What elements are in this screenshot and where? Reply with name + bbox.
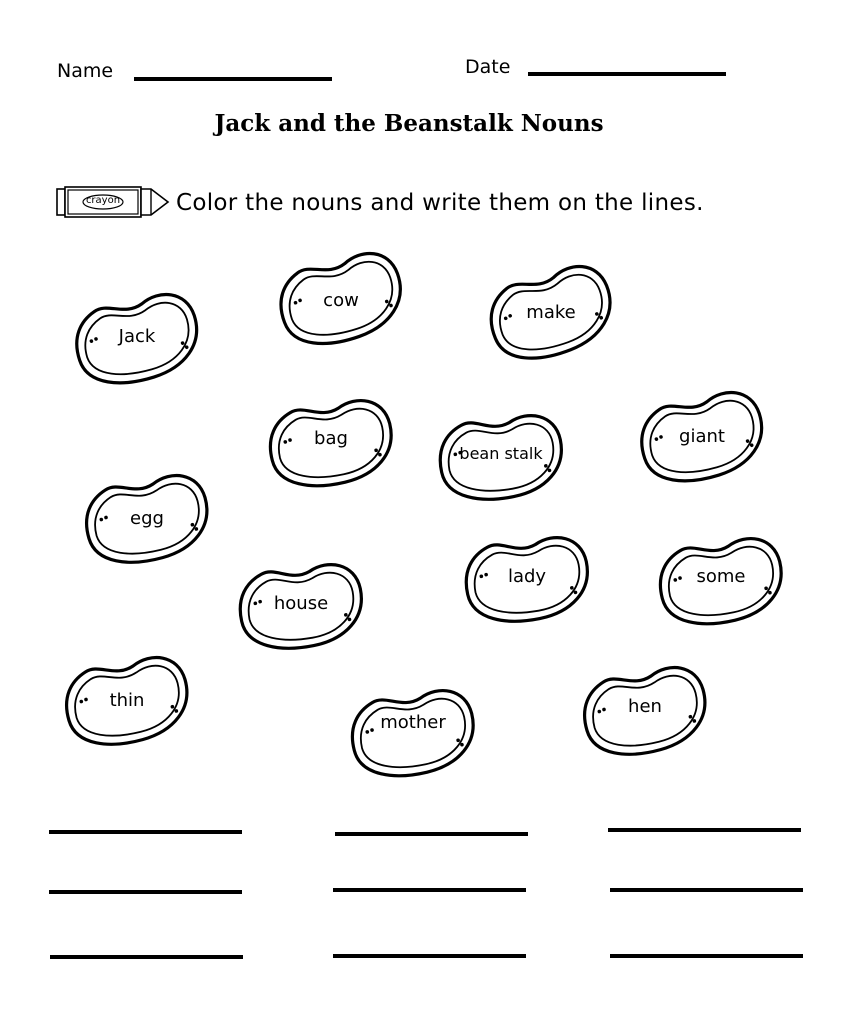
word-bean[interactable] <box>580 660 710 760</box>
bean-word: house <box>273 593 329 614</box>
answer-line[interactable] <box>49 830 242 834</box>
answer-line[interactable] <box>333 954 526 958</box>
bean-word: egg <box>130 508 164 529</box>
word-bean[interactable] <box>637 386 767 486</box>
bean-word: bag <box>314 428 348 449</box>
answer-line[interactable] <box>335 832 528 836</box>
bean-word: lady <box>507 566 547 587</box>
word-bean[interactable] <box>62 650 192 750</box>
word-bean[interactable] <box>82 468 212 568</box>
bean-word: some <box>696 566 746 587</box>
answer-line[interactable] <box>333 888 526 892</box>
bean-word: mother <box>380 712 446 733</box>
bean-word: cow <box>323 290 359 311</box>
word-bean[interactable] <box>276 248 406 348</box>
bean-word: giant <box>679 426 725 447</box>
word-bean[interactable] <box>72 288 202 388</box>
word-bean[interactable] <box>486 262 616 362</box>
word-bean[interactable] <box>436 406 566 506</box>
bean-word: hen <box>628 696 662 717</box>
answer-line[interactable] <box>610 954 803 958</box>
word-bean[interactable] <box>348 682 478 782</box>
bean-word: thin <box>109 690 145 711</box>
answer-line[interactable] <box>50 955 243 959</box>
bean-word: Jack <box>118 326 156 347</box>
bean-word: bean stalk <box>459 444 543 463</box>
answer-line[interactable] <box>608 828 801 832</box>
word-bean[interactable] <box>236 555 366 655</box>
bean-word: make <box>526 302 576 323</box>
date-line[interactable] <box>528 72 726 76</box>
name-line[interactable] <box>134 77 332 81</box>
crayon-label: crayon <box>85 195 121 206</box>
word-bean[interactable] <box>462 528 592 628</box>
answer-line[interactable] <box>610 888 803 892</box>
word-bean[interactable] <box>266 392 396 492</box>
worksheet-title: Jack and the Beanstalk Nouns <box>214 110 604 137</box>
word-bean[interactable] <box>656 530 786 630</box>
instruction-text: Color the nouns and write them on the lines. <box>176 190 704 216</box>
date-label: Date <box>465 56 511 78</box>
name-label: Name <box>57 60 114 82</box>
answer-line[interactable] <box>49 890 242 894</box>
crayon-icon <box>56 186 170 218</box>
